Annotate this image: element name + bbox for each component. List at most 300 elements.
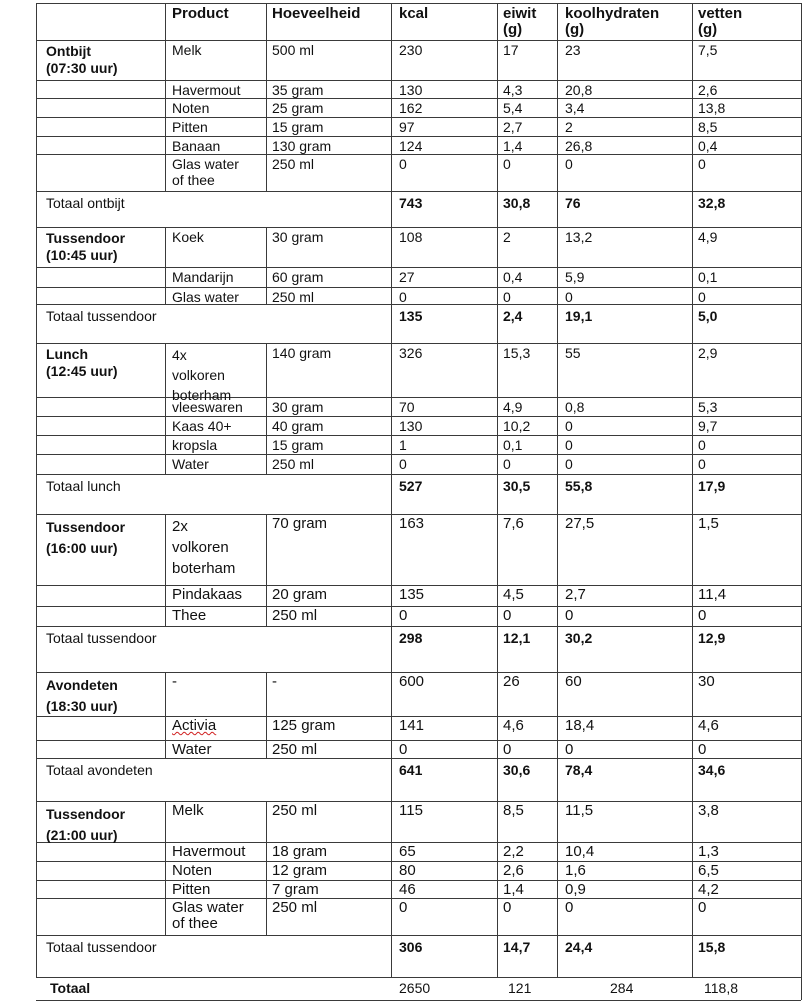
row-divider [36, 304, 801, 305]
column-divider [557, 514, 558, 627]
column-divider [165, 227, 166, 305]
column-divider [692, 227, 693, 305]
column-divider [557, 758, 558, 802]
item-amount: 7 gram [272, 881, 319, 898]
item-koolhydraten: 20,8 [565, 82, 593, 98]
item-amount: 250 ml [272, 802, 318, 819]
column-divider [266, 227, 267, 305]
item-vetten: 0,1 [698, 269, 718, 285]
grand-total-eiwit: 121 [508, 980, 532, 996]
item-kcal: 108 [399, 229, 423, 245]
item-vetten: 4,9 [698, 229, 718, 245]
total-kcal: 306 [399, 939, 423, 955]
column-divider [165, 3, 166, 41]
column-divider [692, 343, 693, 475]
column-divider [692, 514, 693, 627]
total-vetten: 12,9 [698, 630, 726, 646]
total-koolhydraten: 55,8 [565, 478, 593, 494]
item-product: kropsla [172, 437, 218, 453]
total-koolhydraten: 19,1 [565, 308, 593, 324]
item-eiwit: 2,7 [503, 119, 523, 135]
item-eiwit: 1,4 [503, 138, 523, 154]
item-koolhydraten: 18,4 [565, 717, 595, 734]
item-product: Melk [172, 42, 202, 58]
column-divider [692, 672, 693, 759]
column-divider [36, 935, 37, 978]
total-label: Totaal lunch [46, 478, 121, 494]
item-koolhydraten: 1,6 [565, 862, 586, 879]
item-vetten: 4,6 [698, 717, 719, 734]
item-vetten: 5,3 [698, 399, 718, 415]
item-vetten: 8,5 [698, 119, 718, 135]
column-divider [391, 474, 392, 515]
meal-label: Ontbijt (07:30 uur) [46, 43, 118, 76]
item-vetten: 0,4 [698, 138, 718, 154]
item-amount: 15 gram [272, 119, 324, 135]
item-kcal: 130 [399, 418, 423, 434]
item-kcal: 130 [399, 82, 423, 98]
item-kcal: 0 [399, 899, 408, 916]
column-divider [497, 626, 498, 673]
total-vetten: 17,9 [698, 478, 726, 494]
item-product: Melk [172, 802, 204, 819]
column-divider [266, 3, 267, 41]
item-vetten: 1,5 [698, 515, 719, 532]
item-amount: 35 gram [272, 82, 324, 98]
item-product: Noten [172, 100, 210, 116]
item-koolhydraten: 0 [565, 899, 574, 916]
item-koolhydraten: 2,7 [565, 586, 586, 603]
row-divider [36, 227, 801, 228]
column-divider [557, 626, 558, 673]
row-divider [36, 267, 801, 268]
column-divider [801, 977, 802, 1000]
column-divider [36, 758, 37, 802]
total-label: Totaal tussendoor [46, 308, 157, 324]
column-divider [497, 514, 498, 627]
column-divider [391, 514, 392, 627]
column-divider [497, 227, 498, 305]
item-kcal: 600 [399, 673, 425, 690]
column-divider [557, 191, 558, 228]
header-koolhydraten: koolhydraten (g) [565, 5, 660, 38]
row-divider [36, 343, 801, 344]
item-kcal: 0 [399, 741, 408, 758]
column-divider [801, 626, 802, 673]
item-koolhydraten: 11,5 [565, 802, 594, 819]
column-divider [497, 191, 498, 228]
column-divider [692, 191, 693, 228]
column-divider [391, 304, 392, 344]
column-divider [801, 935, 802, 978]
item-eiwit: 0 [503, 456, 511, 472]
item-eiwit: 0 [503, 899, 512, 916]
nutrition-table [36, 3, 801, 997]
column-divider [391, 191, 392, 228]
column-divider [391, 227, 392, 305]
item-kcal: 162 [399, 100, 423, 116]
column-divider [801, 514, 802, 627]
total-vetten: 32,8 [698, 195, 726, 211]
item-kcal: 141 [399, 717, 425, 734]
item-kcal: 163 [399, 515, 425, 532]
column-divider [557, 3, 558, 41]
item-product: Thee [172, 607, 207, 624]
item-product: Havermout [172, 843, 246, 860]
item-amount: 250 ml [272, 899, 318, 916]
item-koolhydraten: 0,8 [565, 399, 585, 415]
item-vetten: 0 [698, 289, 706, 305]
meal-label: Tussendoor (10:45 uur) [46, 230, 126, 263]
item-amount: 250 ml [272, 741, 318, 758]
item-kcal: 135 [399, 586, 425, 603]
item-eiwit: 8,5 [503, 802, 524, 819]
item-eiwit: 2,6 [503, 862, 524, 879]
item-koolhydraten: 0 [565, 289, 573, 305]
item-amount: 20 gram [272, 586, 328, 603]
column-divider [557, 935, 558, 978]
total-koolhydraten: 30,2 [565, 630, 593, 646]
item-amount: 25 gram [272, 100, 324, 116]
column-divider [36, 343, 37, 475]
column-divider [266, 40, 267, 192]
item-amount: 15 gram [272, 437, 324, 453]
item-product: Pitten [172, 881, 211, 898]
column-divider [557, 672, 558, 759]
total-eiwit: 30,8 [503, 195, 531, 211]
column-divider [497, 758, 498, 802]
item-koolhydraten: 55 [565, 345, 581, 361]
column-divider [692, 801, 693, 936]
item-product: Mandarijn [172, 269, 234, 285]
item-eiwit: 4,6 [503, 717, 524, 734]
meal-label: Tussendoor (16:00 uur) [46, 519, 126, 556]
total-kcal: 298 [399, 630, 423, 646]
item-koolhydraten: 0 [565, 156, 573, 172]
item-kcal: 0 [399, 289, 407, 305]
column-divider [497, 474, 498, 515]
column-divider [692, 3, 693, 41]
row-divider [36, 740, 801, 741]
column-divider [692, 40, 693, 192]
row-divider [36, 98, 801, 99]
column-divider [497, 672, 498, 759]
item-vetten: 0 [698, 607, 707, 624]
item-product: Glas water of thee [172, 899, 244, 932]
column-divider [266, 801, 267, 936]
column-divider [36, 40, 37, 192]
item-vetten: 2,6 [698, 82, 718, 98]
item-koolhydraten: 23 [565, 42, 581, 58]
total-kcal: 527 [399, 478, 423, 494]
total-vetten: 34,6 [698, 762, 726, 778]
item-amount: 250 ml [272, 289, 315, 305]
column-divider [391, 343, 392, 475]
item-product: Glas water of thee [172, 156, 239, 188]
item-eiwit: 5,4 [503, 100, 523, 116]
column-divider [557, 343, 558, 475]
row-divider [36, 898, 801, 899]
grand-total-koolhydraten: 284 [610, 980, 634, 996]
column-divider [36, 514, 37, 627]
item-koolhydraten: 13,2 [565, 229, 593, 245]
column-divider [497, 40, 498, 192]
item-kcal: 0 [399, 456, 407, 472]
item-amount: 18 gram [272, 843, 328, 860]
item-product: Glas water [172, 289, 239, 305]
item-koolhydraten: 0 [565, 418, 573, 434]
column-divider [165, 672, 166, 759]
item-kcal: 97 [399, 119, 415, 135]
row-divider [36, 861, 801, 862]
column-divider [692, 935, 693, 978]
column-divider [497, 304, 498, 344]
item-kcal: 326 [399, 345, 423, 361]
column-divider [391, 801, 392, 936]
total-kcal: 743 [399, 195, 423, 211]
item-product: Pitten [172, 119, 208, 135]
item-product: Havermout [172, 82, 241, 98]
item-kcal: 124 [399, 138, 423, 154]
item-amount: 130 gram [272, 138, 332, 154]
column-divider [692, 758, 693, 802]
column-divider [391, 3, 392, 41]
item-koolhydraten: 0 [565, 456, 573, 472]
header-kcal: kcal [399, 5, 429, 22]
column-divider [36, 3, 37, 41]
item-product: 4x volkoren boterham [172, 347, 232, 403]
item-koolhydraten: 60 [565, 673, 582, 690]
column-divider [801, 801, 802, 936]
item-koolhydraten: 2 [565, 119, 573, 135]
column-divider [165, 514, 166, 627]
item-amount: 125 gram [272, 717, 336, 734]
column-divider [36, 227, 37, 305]
total-label: Totaal tussendoor [46, 630, 157, 646]
total-eiwit: 30,5 [503, 478, 531, 494]
item-vetten: 9,7 [698, 418, 718, 434]
column-divider [391, 626, 392, 673]
column-divider [557, 227, 558, 305]
item-vetten: 13,8 [698, 100, 726, 116]
item-eiwit: 10,2 [503, 418, 531, 434]
row-divider [36, 842, 801, 843]
column-divider [557, 40, 558, 192]
column-divider [165, 801, 166, 936]
item-amount: 40 gram [272, 418, 324, 434]
meal-label: Tussendoor (21:00 uur) [46, 806, 126, 843]
column-divider [266, 514, 267, 627]
item-amount: 30 gram [272, 399, 324, 415]
row-divider [36, 454, 801, 455]
total-vetten: 5,0 [698, 308, 718, 324]
row-divider [36, 154, 801, 155]
item-vetten: 0 [698, 741, 707, 758]
row-divider [36, 758, 801, 759]
row-divider [36, 977, 801, 978]
row-divider [36, 40, 801, 41]
row-divider [36, 136, 801, 137]
item-koolhydraten: 0 [565, 741, 574, 758]
column-divider [801, 304, 802, 344]
total-koolhydraten: 24,4 [565, 939, 593, 955]
item-product: Banaan [172, 138, 221, 154]
item-product: Pindakaas [172, 586, 243, 603]
meal-label: Avondeten (18:30 uur) [46, 677, 118, 714]
row-divider [36, 287, 801, 288]
column-divider [801, 3, 802, 41]
item-koolhydraten: 5,9 [565, 269, 585, 285]
item-eiwit: 17 [503, 42, 519, 58]
row-divider [36, 117, 801, 118]
item-product: 2x volkoren boterham [172, 518, 236, 577]
column-divider [801, 474, 802, 515]
column-divider [557, 801, 558, 936]
item-eiwit: 4,5 [503, 586, 524, 603]
item-eiwit: 2 [503, 229, 511, 245]
item-kcal: 230 [399, 42, 423, 58]
item-vetten: 7,5 [698, 42, 718, 58]
item-eiwit: 1,4 [503, 881, 524, 898]
column-divider [36, 304, 37, 344]
item-eiwit: 2,2 [503, 843, 524, 860]
column-divider [801, 343, 802, 475]
column-divider [36, 474, 37, 515]
item-eiwit: 0,1 [503, 437, 523, 453]
item-product: vleeswaren [172, 399, 243, 415]
total-koolhydraten: 76 [565, 195, 581, 211]
item-amount: 30 gram [272, 229, 324, 245]
item-kcal: 70 [399, 399, 415, 415]
grand-total-kcal: 2650 [399, 980, 431, 996]
item-amount: 140 gram [272, 345, 332, 361]
header-vetten: vetten (g) [698, 5, 743, 38]
item-amount: 60 gram [272, 269, 324, 285]
total-kcal: 135 [399, 308, 423, 324]
item-kcal: 80 [399, 862, 416, 879]
item-eiwit: 4,3 [503, 82, 523, 98]
item-eiwit: 7,6 [503, 515, 524, 532]
total-label: Totaal tussendoor [46, 939, 157, 955]
item-amount: 250 ml [272, 456, 315, 472]
column-divider [801, 191, 802, 228]
item-product: Activia [172, 717, 217, 734]
item-vetten: 3,8 [698, 802, 719, 819]
row-divider [36, 191, 801, 192]
column-divider [497, 801, 498, 936]
item-product: Noten [172, 862, 213, 879]
item-vetten: 11,4 [698, 586, 727, 603]
grand-total-vetten: 118,8 [704, 980, 738, 996]
row-divider [36, 626, 801, 627]
item-vetten: 0 [698, 899, 707, 916]
header-amount: Hoeveelheid [272, 5, 361, 22]
column-divider [692, 474, 693, 515]
grand-total-label: Totaal [50, 980, 91, 996]
item-eiwit: 4,9 [503, 399, 523, 415]
item-eiwit: 15,3 [503, 345, 531, 361]
item-eiwit: 0 [503, 156, 511, 172]
column-divider [801, 758, 802, 802]
column-divider [165, 343, 166, 475]
item-koolhydraten: 0 [565, 437, 573, 453]
item-vetten: 0 [698, 156, 706, 172]
item-kcal: 27 [399, 269, 415, 285]
header-product: Product [172, 5, 229, 22]
item-koolhydraten: 27,5 [565, 515, 595, 532]
column-divider [497, 343, 498, 475]
row-divider [36, 3, 801, 4]
item-vetten: 1,3 [698, 843, 719, 860]
row-divider [36, 606, 801, 607]
total-eiwit: 14,7 [503, 939, 531, 955]
item-product: - [172, 673, 177, 690]
item-product: Kaas 40+ [172, 418, 232, 434]
column-divider [801, 672, 802, 759]
column-divider [391, 672, 392, 759]
item-vetten: 0 [698, 437, 706, 453]
column-divider [557, 474, 558, 515]
item-koolhydraten: 10,4 [565, 843, 595, 860]
item-eiwit: 0 [503, 741, 512, 758]
item-kcal: 115 [399, 802, 423, 819]
column-divider [557, 304, 558, 344]
header-eiwit: eiwit (g) [503, 5, 537, 38]
item-amount: 500 ml [272, 42, 315, 58]
row-divider [36, 880, 801, 881]
item-kcal: 1 [399, 437, 407, 453]
item-koolhydraten: 3,4 [565, 100, 585, 116]
column-divider [36, 801, 37, 936]
row-divider [36, 935, 801, 936]
row-divider [36, 80, 801, 81]
total-vetten: 15,8 [698, 939, 726, 955]
row-divider [36, 435, 801, 436]
column-divider [266, 343, 267, 475]
item-vetten: 4,2 [698, 881, 719, 898]
column-divider [391, 758, 392, 802]
item-kcal: 0 [399, 607, 408, 624]
column-divider [165, 40, 166, 192]
item-amount: 250 ml [272, 607, 318, 624]
item-eiwit: 26 [503, 673, 520, 690]
total-eiwit: 2,4 [503, 308, 523, 324]
item-product: Koek [172, 229, 204, 245]
column-divider [692, 304, 693, 344]
item-amount: 250 ml [272, 156, 315, 172]
total-eiwit: 12,1 [503, 630, 531, 646]
column-divider [36, 626, 37, 673]
item-koolhydraten: 0,9 [565, 881, 586, 898]
item-koolhydraten: 26,8 [565, 138, 593, 154]
row-divider [36, 416, 801, 417]
item-amount: 70 gram [272, 515, 328, 532]
column-divider [391, 40, 392, 192]
column-divider [801, 227, 802, 305]
item-eiwit: 0 [503, 289, 511, 305]
column-divider [692, 626, 693, 673]
item-amount: - [272, 673, 277, 690]
row-divider [36, 397, 801, 398]
total-kcal: 641 [399, 762, 423, 778]
column-divider [497, 3, 498, 41]
item-vetten: 6,5 [698, 862, 719, 879]
item-product: Water [172, 741, 212, 758]
column-divider [801, 40, 802, 192]
item-vetten: 30 [698, 673, 715, 690]
item-koolhydraten: 0 [565, 607, 574, 624]
item-kcal: 0 [399, 156, 407, 172]
